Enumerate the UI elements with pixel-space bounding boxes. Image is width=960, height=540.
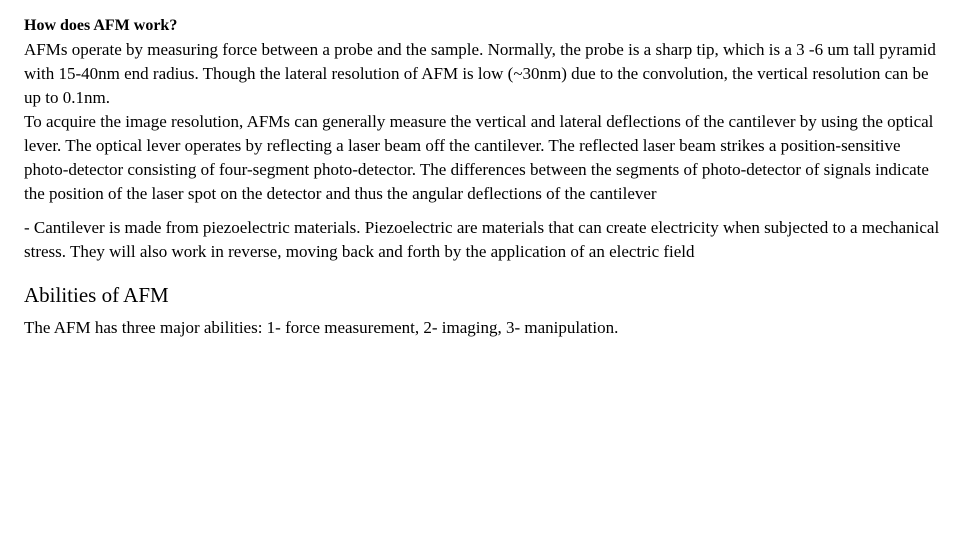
paragraph-abilities: The AFM has three major abilities: 1- force measurement, 2- imaging, 3- manipulation. [24,318,619,337]
document-page [24,14,942,340]
bullet-cantilever: - Cantilever is made from piezoelectric materials. Piezoelectric are materials that can create electricity when subjected to a mechanical stress. They will also work in reverse, moving back and forth by the application of an electric field [24,218,940,261]
paragraph-afm-operation: AFMs operate by measuring force between a probe and the sample. Normally, the probe is a sharp tip, which is a 3 -6 um tall pyramid with 15-40nm end radius. Though the lateral resolution of AFM is low (~30nm) due to the convolution, the vertical resolution can be up to 0.1nm. [24,40,936,107]
section-title: How does AFM work? [24,17,178,34]
section-heading-abilities: Abilities of AFM [24,283,169,307]
paragraph-optical-lever: To acquire the image resolution, AFMs can generally measure the vertical and lateral deflections of the cantilever by using the optical lever. The optical lever operates by reflecting a laser beam off the cantilever. The reflected laser beam strikes a position-sensitive photo-detector consisting of four-segment photo-detector. The differences between the segments of photo-detector of signals indicate the position of the laser spot on the detector and thus the angular deflections of the cantilever [24,112,934,203]
spacer [24,206,942,216]
